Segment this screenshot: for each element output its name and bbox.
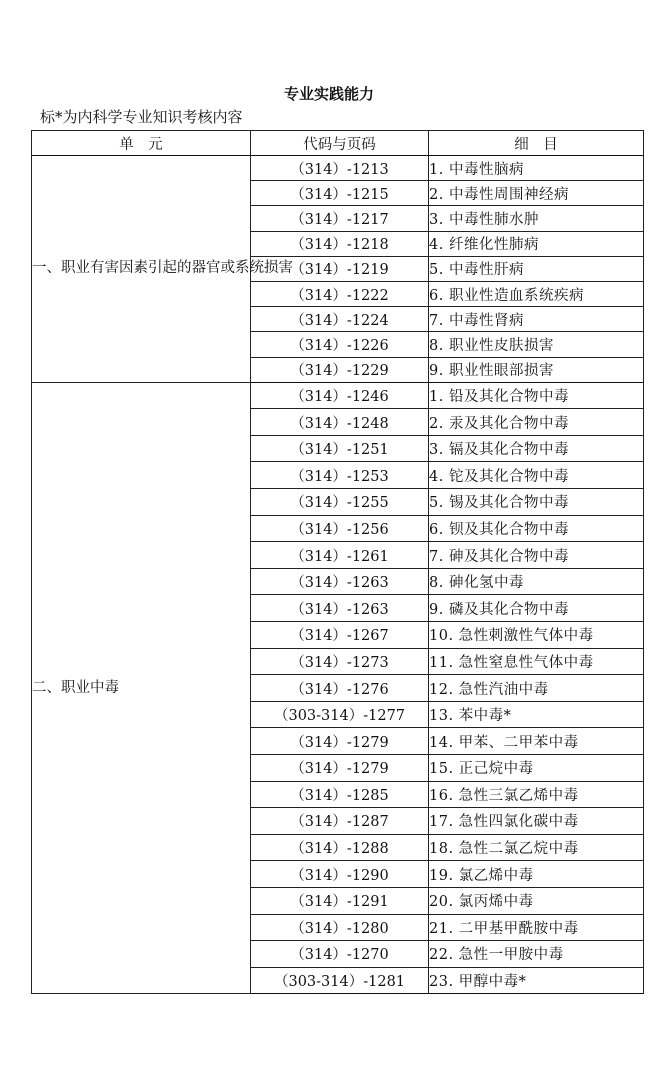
detail-cell: 22. 急性一甲胺中毒: [429, 941, 644, 968]
code-cell: （314）-1215: [251, 181, 429, 206]
table-header-row: [32, 131, 644, 156]
detail-cell: 7. 砷及其化合物中毒: [429, 542, 644, 569]
syllabus-table: [31, 130, 644, 994]
page-title: 专业实践能力: [283, 85, 374, 103]
detail-cell: 7. 中毒性肾病: [429, 307, 644, 332]
detail-cell: 14. 甲苯、二甲苯中毒: [429, 728, 644, 755]
detail-cell: 6. 职业性造血系统疾病: [429, 281, 644, 306]
detail-cell: 23. 甲醇中毒*: [429, 967, 644, 994]
code-cell: （314）-1280: [251, 914, 429, 941]
code-cell: （314）-1251: [251, 435, 429, 462]
annotation-note: 标*为内科学专业知识考核内容: [40, 108, 243, 126]
detail-cell: 3. 镉及其化合物中毒: [429, 435, 644, 462]
detail-cell: 19. 氯乙烯中毒: [429, 861, 644, 888]
code-cell: （314）-1224: [251, 307, 429, 332]
table-body: [32, 156, 644, 994]
code-cell: （314）-1276: [251, 675, 429, 702]
code-cell: （314）-1218: [251, 231, 429, 256]
code-cell: （314）-1287: [251, 808, 429, 835]
code-cell: （314）-1279: [251, 755, 429, 782]
detail-cell: 6. 钡及其化合物中毒: [429, 515, 644, 542]
detail-cell: 12. 急性汽油中毒: [429, 675, 644, 702]
detail-cell: 18. 急性二氯乙烷中毒: [429, 834, 644, 861]
code-cell: （303-314）-1277: [251, 701, 429, 728]
code-cell: （314）-1255: [251, 489, 429, 516]
table-row: [32, 382, 644, 409]
code-cell: （314）-1288: [251, 834, 429, 861]
detail-cell: 2. 汞及其化合物中毒: [429, 409, 644, 436]
detail-cell: 3. 中毒性肺水肿: [429, 206, 644, 231]
table-row: [32, 156, 644, 181]
detail-cell: 5. 中毒性肝病: [429, 256, 644, 281]
unit-cell: 二、职业中毒: [32, 382, 251, 994]
code-cell: （314）-1270: [251, 941, 429, 968]
detail-cell: 10. 急性刺激性气体中毒: [429, 622, 644, 649]
code-cell: （314）-1229: [251, 357, 429, 382]
detail-cell: 20. 氯丙烯中毒: [429, 887, 644, 914]
code-cell: （314）-1291: [251, 887, 429, 914]
code-cell: （314）-1263: [251, 595, 429, 622]
detail-cell: 8. 职业性皮肤损害: [429, 332, 644, 357]
code-cell: （314）-1279: [251, 728, 429, 755]
code-cell: （314）-1285: [251, 781, 429, 808]
code-cell: （314）-1213: [251, 156, 429, 181]
code-cell: （314）-1248: [251, 409, 429, 436]
detail-cell: 5. 锡及其化合物中毒: [429, 489, 644, 516]
detail-cell: 13. 苯中毒*: [429, 701, 644, 728]
detail-cell: 16. 急性三氯乙烯中毒: [429, 781, 644, 808]
code-cell: （314）-1226: [251, 332, 429, 357]
code-cell: （314）-1217: [251, 206, 429, 231]
code-cell: （314）-1222: [251, 281, 429, 306]
code-cell: （314）-1256: [251, 515, 429, 542]
code-cell: （314）-1290: [251, 861, 429, 888]
code-cell: （314）-1246: [251, 382, 429, 409]
unit-cell: 一、职业有害因素引起的器官或系统损害: [32, 156, 251, 383]
detail-cell: 21. 二甲基甲酰胺中毒: [429, 914, 644, 941]
code-cell: （303-314）-1281: [251, 967, 429, 994]
code-cell: （314）-1261: [251, 542, 429, 569]
header-code: 代码与页码: [251, 131, 429, 156]
detail-cell: 11. 急性窒息性气体中毒: [429, 648, 644, 675]
detail-cell: 8. 砷化氢中毒: [429, 568, 644, 595]
detail-cell: 9. 职业性眼部损害: [429, 357, 644, 382]
code-cell: （314）-1253: [251, 462, 429, 489]
detail-cell: 17. 急性四氯化碳中毒: [429, 808, 644, 835]
code-cell: （314）-1273: [251, 648, 429, 675]
detail-cell: 1. 中毒性脑病: [429, 156, 644, 181]
header-detail: 细 目: [429, 131, 644, 156]
detail-cell: 9. 磷及其化合物中毒: [429, 595, 644, 622]
detail-cell: 4. 铊及其化合物中毒: [429, 462, 644, 489]
detail-cell: 4. 纤维化性肺病: [429, 231, 644, 256]
detail-cell: 1. 铅及其化合物中毒: [429, 382, 644, 409]
code-cell: （314）-1219: [251, 256, 429, 281]
detail-cell: 2. 中毒性周围神经病: [429, 181, 644, 206]
code-cell: （314）-1263: [251, 568, 429, 595]
code-cell: （314）-1267: [251, 622, 429, 649]
header-unit: 单 元: [32, 131, 251, 156]
detail-cell: 15. 正己烷中毒: [429, 755, 644, 782]
